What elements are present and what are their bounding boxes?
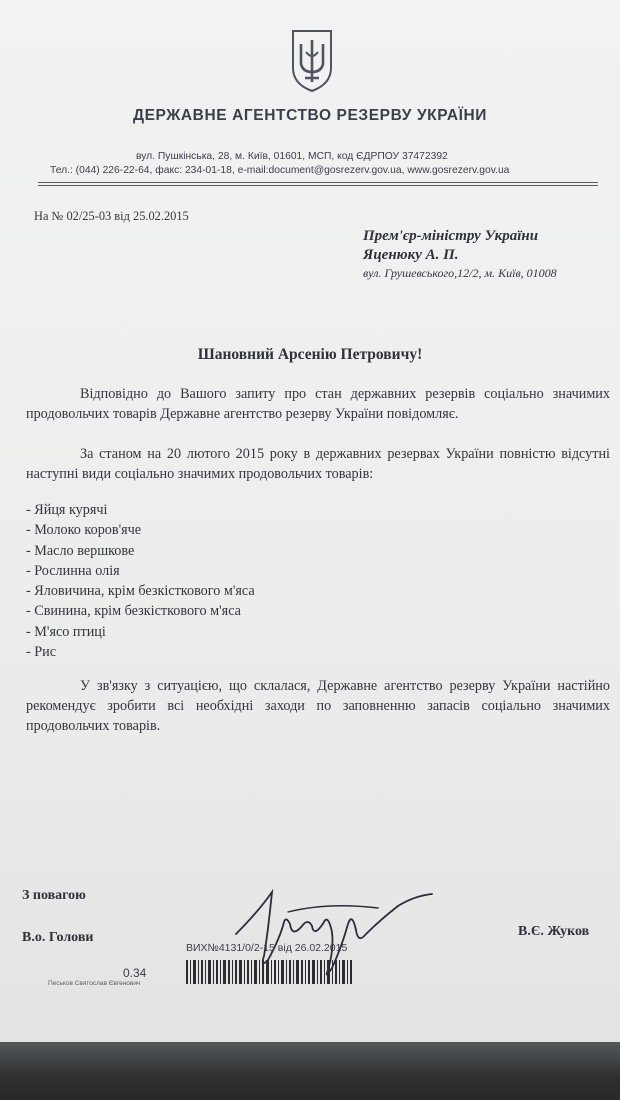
recipient-title: Прем'єр-міністру України: [363, 228, 539, 244]
body-paragraph-3: [26, 676, 610, 736]
trident-icon: [289, 28, 335, 94]
body-paragraph-1: [26, 384, 610, 424]
signer-name: В.Є. Жуков: [518, 924, 590, 939]
list-item: - М'ясо птиці: [26, 623, 106, 640]
recipient-block: [363, 227, 538, 265]
list-item: - Яйця курячі: [26, 502, 108, 518]
agency-contacts: Тел.: (044) 226-22-64, факс: 234-01-18, e-mail:document@gosrezerv.gov.ua, www.gosrezerv.gov.ua: [50, 165, 510, 176]
list-item: - Рослинна олія: [26, 562, 120, 579]
list-item: - Свинина, крім безкісткового м'яса: [26, 603, 241, 620]
header-divider-thin: [38, 185, 598, 186]
recipient-address: вул. Грушевського,12/2, м. Київ, 01008: [363, 266, 557, 280]
body-paragraph-2: [26, 444, 610, 484]
registration-number: 0.34: [123, 966, 147, 980]
salutation: Шановний Арсенію Петровичу!: [197, 346, 423, 363]
list-item: - Яловичина, крім безкісткового м'яса: [26, 583, 255, 600]
list-item: - Рис: [26, 644, 57, 661]
paragraph-2-text: За станом на 20 лютого 2015 року в державних резервах України повністю відсутні наступні види соціально значимих продовольчих товарів:: [26, 446, 610, 482]
missing-goods-list: [26, 500, 255, 662]
paragraph-3-text: У зв'язку з ситуацією, що склалася, Державне агентство резерву України настійно рекомендує зробити всі необхідні заходи по заповненню запасів соціально значимих продовольчих товарів.: [26, 678, 610, 734]
list-item: - Молоко коров'яче: [26, 522, 142, 539]
outgoing-registration-stamp: ВИХ№4131/0/2-15 від 26.02.2015: [186, 942, 348, 954]
paragraph-1-text: Відповідно до Вашого запиту про стан державних резервів соціально значимих продовольчих товарів Державне агентство резерву України повідомляє.: [26, 386, 610, 422]
barcode: [186, 960, 354, 984]
executor-name: Песьков Святослав Євгенович: [48, 980, 141, 987]
closing-phrase: З повагою: [22, 888, 86, 903]
recipient-name: Яценюку А. П.: [363, 247, 459, 263]
agency-address: вул. Пушкінська, 28, м. Київ, 01601, МСП, код ЄДРПОУ 37472392: [136, 151, 448, 162]
agency-title: ДЕРЖАВНЕ АГЕНТСТВО РЕЗЕРВУ УКРАЇНИ: [132, 107, 488, 124]
reference-number: На № 02/25-03 від 25.02.2015: [34, 209, 189, 223]
header-divider: [38, 182, 598, 183]
scan-background: [0, 1042, 620, 1100]
list-item: - Масло вершкове: [26, 542, 135, 559]
signer-position: В.о. Голови: [22, 930, 94, 945]
